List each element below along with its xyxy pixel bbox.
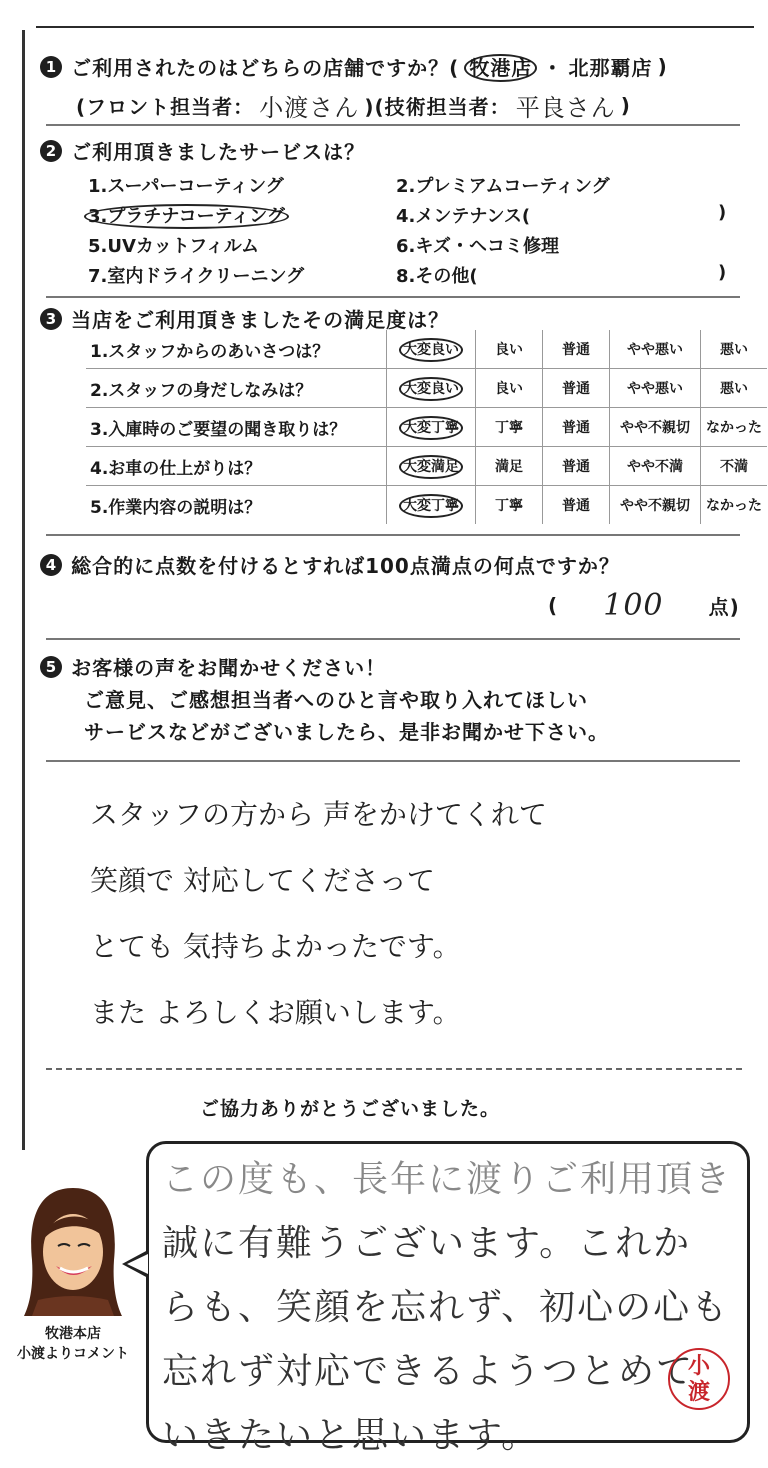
sat-option	[387, 330, 476, 369]
sat-question: 2.スタッフの身だしなみは？	[86, 369, 387, 408]
q1-tech-close: )	[620, 93, 631, 118]
q2-question: ご利用頂きましたサービスは？	[71, 140, 366, 164]
customer-comment	[90, 782, 547, 1046]
sat-option: 普通	[543, 369, 610, 408]
name-stamp	[668, 1348, 730, 1410]
thanks-text: ご協力ありがとうございました。	[200, 1098, 501, 1120]
dashed-separator	[46, 1068, 742, 1070]
separator	[46, 534, 740, 536]
caption-line: 牧港本店	[45, 1326, 101, 1342]
table-row	[86, 486, 767, 525]
sat-option: やや不満	[610, 447, 701, 486]
q2-option-3	[84, 202, 289, 228]
sat-option: なかった	[701, 486, 768, 525]
q1-number: 1	[40, 56, 62, 78]
q2-number: 2	[40, 140, 62, 162]
reply-line: この度も、長年に渡りご利用頂き	[162, 1159, 733, 1200]
sat-option: 良い	[476, 330, 543, 369]
q2-option-1: 1.スーパーコーティング	[88, 176, 284, 197]
q1-front-value: 小渡さん	[259, 94, 360, 122]
q1-question: ご利用されたのはどちらの店舗ですか？(	[71, 56, 460, 80]
caption-line: 小渡よりコメント	[17, 1346, 129, 1362]
sat-option-selected: 大変良い	[399, 338, 463, 362]
sat-option: 普通	[543, 330, 610, 369]
sat-option-selected: 大変丁寧	[399, 416, 463, 440]
q2-option-7: 7.室内ドライクリーニング	[88, 266, 305, 287]
sat-option: やや悪い	[610, 330, 701, 369]
sat-question: 3.入庫時のご要望の聞き取りは？	[86, 408, 387, 447]
q2-option-6: 6.キズ・ヘコミ修理	[396, 236, 560, 257]
sat-option: 満足	[476, 447, 543, 486]
separator	[46, 638, 740, 640]
q2-option-4-close: )	[718, 202, 727, 223]
q5-sub2: サービスなどがございましたら、是非お聞かせ下さい。	[84, 720, 609, 744]
comment-line: とても 気持ちよかったです。	[90, 930, 461, 963]
reply-line: いきたいと思います。	[162, 1415, 540, 1456]
sat-option-selected: 大変丁寧	[399, 494, 463, 518]
q1-store-selected: 牧港店	[464, 54, 537, 82]
sat-option-selected: 大変良い	[399, 377, 463, 401]
staff-reply	[162, 1148, 732, 1468]
table-row	[86, 447, 767, 486]
staff-avatar-icon	[18, 1180, 128, 1320]
reply-line: 誠に有難うございます。これか	[162, 1223, 692, 1264]
table-row	[86, 330, 767, 369]
q4-open: (	[548, 593, 559, 618]
sat-option	[387, 486, 476, 525]
q2-option-8-close: )	[718, 262, 727, 283]
q1-staff-line	[76, 88, 631, 123]
q1-tech-label: )(技術担当者：	[364, 95, 511, 119]
sat-option: 不満	[701, 447, 768, 486]
sat-question: 1.スタッフからのあいさつは？	[90, 341, 330, 362]
q1-tech-value: 平良さん	[515, 94, 616, 122]
q2-option-4: 4.メンテナンス(	[396, 206, 531, 227]
q1-store-sep: ・	[542, 56, 564, 80]
q2-line	[40, 136, 365, 165]
table-row	[86, 369, 767, 408]
staff-caption	[0, 1324, 146, 1364]
q1-front-label: (フロント担当者：	[76, 95, 255, 119]
sat-question: 5.作業内容の説明は？	[86, 486, 387, 525]
q5-sub1: ご意見、ご感想担当者へのひと言や取り入れてほしい	[84, 688, 588, 712]
sat-option: やや不親切	[610, 486, 701, 525]
table-row	[86, 408, 767, 447]
sat-option: 悪い	[701, 369, 768, 408]
separator	[46, 124, 740, 126]
q1-close: )	[657, 54, 668, 79]
left-rule	[22, 30, 25, 1150]
q4-line	[40, 550, 620, 579]
q2-option-3-circle: 3.プラチナコーティング	[84, 204, 289, 229]
reply-line: らも、笑顔を忘れず、初心の心も	[162, 1287, 730, 1328]
q4-question: 総合的に点数を付けるとすれば100点満点の何点ですか？	[71, 554, 620, 578]
comment-line: 笑顔で 対応してくださって	[90, 864, 435, 897]
q2-option-5: 5.UVカットフィルム	[88, 236, 260, 257]
q4-unit: 点)	[708, 595, 740, 619]
q3-question: 当店をご利用頂きましたその満足度は？	[71, 308, 450, 332]
sat-option: 普通	[543, 408, 610, 447]
sat-option-selected: 大変満足	[399, 455, 463, 479]
q2-option-2: 2.プレミアムコーティング	[396, 176, 610, 197]
sat-option: 普通	[543, 447, 610, 486]
q5-number: 5	[40, 656, 62, 678]
sat-option: 良い	[476, 369, 543, 408]
sat-option	[387, 447, 476, 486]
satisfaction-table	[86, 330, 767, 524]
q4-score-line	[548, 588, 740, 623]
q5-line	[40, 652, 386, 681]
q4-number: 4	[40, 554, 62, 576]
bubble-tail-inner	[127, 1254, 148, 1274]
q4-score: 100	[603, 588, 664, 623]
comment-line: スタッフの方から 声をかけてくれて	[90, 798, 547, 831]
sat-option: やや悪い	[610, 369, 701, 408]
q1-store-other: 北那覇店	[568, 56, 653, 80]
separator	[46, 760, 740, 762]
sat-option: 丁寧	[476, 408, 543, 447]
top-rule	[36, 26, 754, 28]
q2-option-8: 8.その他(	[396, 266, 478, 287]
sat-option	[387, 408, 476, 447]
reply-line: 忘れず対応できるようつとめて	[162, 1351, 695, 1392]
q3-number: 3	[40, 308, 62, 330]
sat-option: やや不親切	[610, 408, 701, 447]
sat-option: 丁寧	[476, 486, 543, 525]
separator	[46, 296, 740, 298]
stamp-text: 小渡	[687, 1354, 710, 1405]
sat-question: 4.お車の仕上がりは？	[86, 447, 387, 486]
comment-line: また よろしくお願いします。	[90, 996, 461, 1029]
q5-question: お客様の声をお聞かせください！	[71, 656, 387, 680]
q3-line	[40, 304, 449, 333]
sat-option	[387, 369, 476, 408]
sat-option: 普通	[543, 486, 610, 525]
sat-option: なかった	[701, 408, 768, 447]
sat-option: 悪い	[701, 330, 768, 369]
q1-line	[40, 52, 668, 81]
